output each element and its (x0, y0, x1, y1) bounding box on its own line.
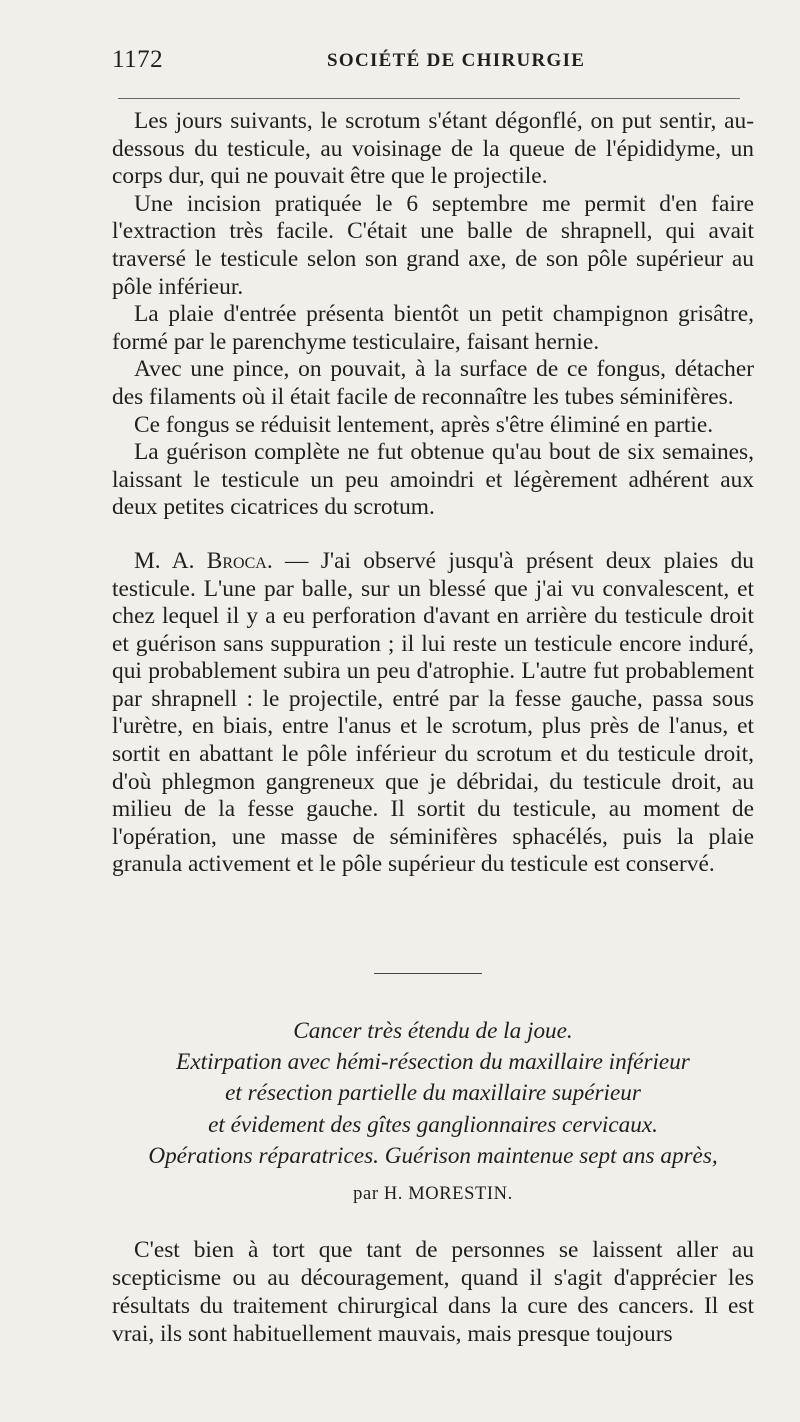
running-head: SOCIÉTÉ DE CHIRURGIE (327, 50, 586, 71)
header-rule (118, 98, 740, 99)
paragraph: La guérison complète ne fut obtenue qu'au bout de six semaines, laissant le testicule un peu amoindri et légèrement adhérent aux deux petites cicatrices du scrotum. (112, 439, 754, 521)
article-title (112, 1016, 754, 1172)
paragraph: Les jours suivants, le scrotum s'étant dégonflé, on put sentir, au-dessous du testicule, au voisinage de la queue de l'épididyme, un corps dur, qui ne pouvait être que le projectile. (112, 108, 754, 190)
section-divider (374, 973, 482, 974)
author-byline: par H. MORESTIN. (353, 1184, 513, 1204)
speaker-name: Broca (206, 547, 267, 574)
speaker-prefix: M. A. (134, 547, 195, 574)
page-number: 1172 (112, 46, 164, 73)
case-report-text (112, 108, 754, 879)
title-line: et évidement des gîtes ganglionnaires cervicaux. (208, 1111, 658, 1138)
title-line: Cancer très étendu de la joue. (293, 1018, 573, 1044)
broca-comment (112, 548, 754, 879)
page-header (112, 46, 750, 82)
broca-comment-text: . — J'ai observé jusqu'à présent deux plaies du testicule. L'une par balle, sur un blessé que j'ai vu convalescent, et chez lequel il y a eu perforation d'avant en arrière du testicule droit et guérison sans suppuration ; il lui reste un testicule encore induré, qui probablement subira un peu d'atrophie. L'autre fut probablement par shrapnell : le projectile, entré par la fesse gauche, passa sous l'urètre, en biais, entre l'anus et le scrotum, plus près de l'anus, et sortit en abattant le pôle inférieur du scrotum et du testicule droit, d'où phlegmon gangreneux que je débridai, du testicule droit, au milieu de la fesse gauche. Il sortit du testicule, au moment de l'opération, une masse de séminifères sphacélés, puis la plaie granula activement et le pôle supérieur du testicule est conservé. (112, 547, 754, 878)
title-line: Opérations réparatrices. Guérison maintenue sept ans après, (148, 1142, 718, 1169)
paragraph: Avec une pince, on pouvait, à la surface de ce fongus, détacher des filaments où il était facile de reconnaître les tubes séminifères. (112, 356, 754, 410)
paragraph: La plaie d'entrée présenta bientôt un petit champignon grisâtre, formé par le parenchyme testiculaire, faisant hernie. (112, 301, 754, 355)
paragraph: C'est bien à tort que tant de personnes se laissent aller au scepticisme ou au découragement, quand il s'agit d'apprécier les résultats du traitement chirurgical dans la cure des cancers. Il est vrai, ils sont habituellement mauvais, mais presque toujours (112, 1237, 754, 1347)
title-line: et résection partielle du maxillaire supérieur (225, 1080, 641, 1107)
title-line: Extirpation avec hémi-résection du maxillaire inférieur (176, 1049, 690, 1076)
article-text (112, 1236, 754, 1348)
paragraph: Ce fongus se réduisit lentement, après s'être éliminé en partie. (134, 411, 714, 438)
paragraph: Une incision pratiquée le 6 septembre me permit d'en faire l'extraction très facile. C'était une balle de shrapnell, qui avait traversé le testicule selon son grand axe, de son pôle supérieur au pôle inférieur. (112, 190, 754, 300)
